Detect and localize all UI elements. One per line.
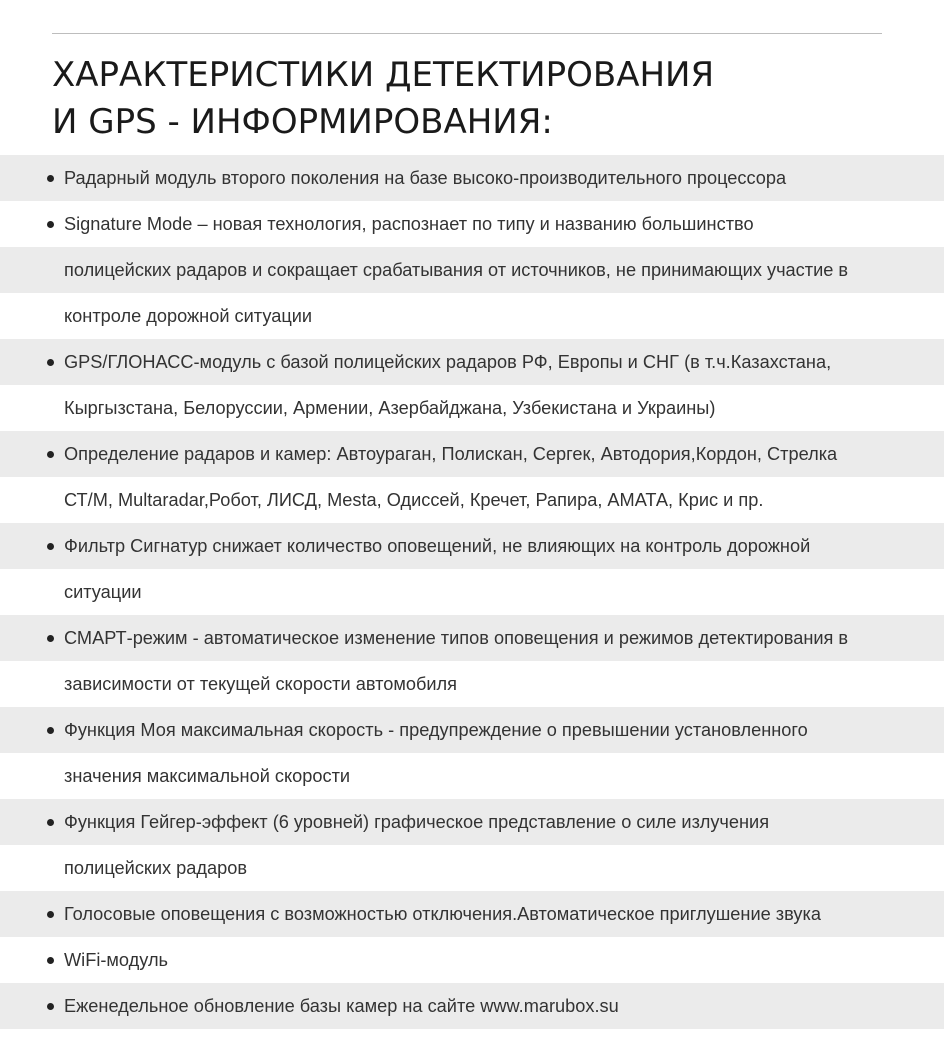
feature-item <box>0 431 944 477</box>
bullet-icon <box>47 819 54 826</box>
feature-item <box>0 615 944 661</box>
feature-item <box>0 983 944 1029</box>
feature-item <box>0 523 944 569</box>
feature-text: Кыргызстана, Белоруссии, Армении, Азербайджана, Узбекистана и Украины) <box>64 398 716 418</box>
feature-text: полицейских радаров и сокращает срабатывания от источников, не принимающих участие в <box>64 260 849 280</box>
bullet-icon <box>47 1003 54 1010</box>
feature-item <box>0 799 944 845</box>
feature-text: Фильтр Сигнатур снижает количество оповещений, не влияющих на контроль дорожной <box>64 536 811 556</box>
feature-text: значения максимальной скорости <box>64 766 351 786</box>
top-divider <box>52 33 882 34</box>
feature-text: GPS/ГЛОНАСС-модуль с базой полицейских радаров РФ, Европы и СНГ (в т.ч.Казахстана, <box>64 352 832 372</box>
bullet-icon <box>47 957 54 964</box>
feature-text: Определение радаров и камер: Автоураган, Полискан, Сергек, Автодория,Кордон, Стрелка <box>64 444 838 464</box>
bullet-icon <box>47 451 54 458</box>
feature-item-continuation <box>0 293 944 339</box>
feature-item <box>0 937 944 983</box>
feature-item <box>0 155 944 201</box>
feature-item <box>0 201 944 247</box>
feature-item-continuation <box>0 845 944 891</box>
bullet-icon <box>47 543 54 550</box>
feature-item <box>0 891 944 937</box>
feature-item <box>0 339 944 385</box>
feature-text: Голосовые оповещения с возможностью отключения.Автоматическое приглушение звука <box>64 904 821 924</box>
feature-text: полицейских радаров <box>64 858 248 878</box>
feature-text: WiFi-модуль <box>64 950 169 970</box>
feature-text: СМАРТ-режим - автоматическое изменение типов оповещения и режимов детектирования в <box>64 628 849 648</box>
bullet-icon <box>47 635 54 642</box>
feature-text: Еженедельное обновление базы камер на сайте www.marubox.su <box>64 996 619 1016</box>
feature-text: Функция Моя максимальная скорость - предупреждение о превышении установленного <box>64 720 808 740</box>
feature-text: зависимости от текущей скорости автомобиля <box>64 674 457 694</box>
bullet-icon <box>47 221 54 228</box>
feature-item-continuation <box>0 477 944 523</box>
bullet-icon <box>47 175 54 182</box>
feature-item-continuation <box>0 385 944 431</box>
bullet-icon <box>47 911 54 918</box>
feature-item-continuation <box>0 247 944 293</box>
bullet-icon <box>47 727 54 734</box>
feature-item <box>0 707 944 753</box>
feature-text: Радарный модуль второго поколения на базе высоко-производительного процессора <box>64 168 787 188</box>
feature-item-continuation <box>0 661 944 707</box>
feature-item-continuation <box>0 753 944 799</box>
feature-text: Signature Mode – новая технология, распознает по типу и названию большинство <box>64 214 754 234</box>
feature-list <box>0 155 944 1029</box>
page-title-line-1: ХАРАКТЕРИСТИКИ ДЕТЕКТИРОВАНИЯ <box>52 55 715 95</box>
feature-item-continuation <box>0 569 944 615</box>
bullet-icon <box>47 359 54 366</box>
feature-text: Функция Гейгер-эффект (6 уровней) графическое представление о силе излучения <box>64 812 770 832</box>
feature-text: СТ/М, Multaradar,Робот, ЛИСД, Mesta, Одиссей, Кречет, Рапира, АМАТА, Крис и пр. <box>64 490 764 510</box>
page-title <box>52 52 714 146</box>
page-title-line-2: И GPS - ИНФОРМИРОВАНИЯ: <box>52 102 553 142</box>
feature-text: ситуации <box>64 582 142 602</box>
feature-text: контроле дорожной ситуации <box>64 306 313 326</box>
